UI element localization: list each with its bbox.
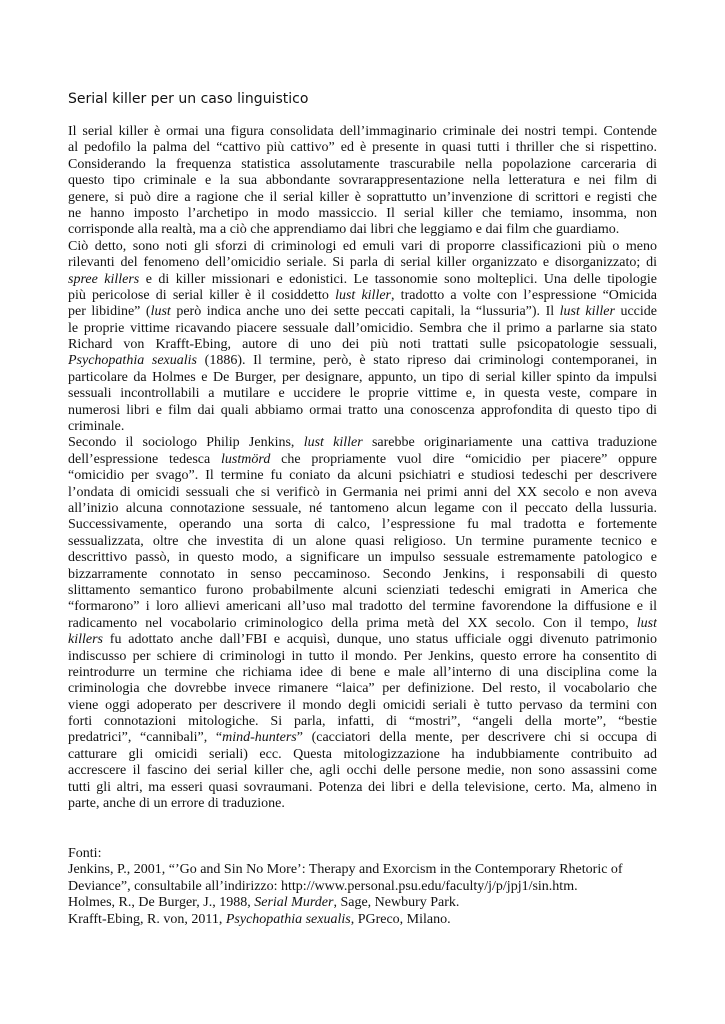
body-line: numerosi libri e film dai quali abbiamo ormai tratto una conoscenza approfondita di questo tipo di (68, 402, 657, 418)
body-line: più pericolose di serial killer è il cosiddetto lust killer, tradotto a volte con l’espressione “Omicida (68, 287, 657, 303)
body-line: Ciò detto, sono noti gli sforzi di criminologi ed emuli vari di proporre classificazioni più o meno (68, 238, 657, 254)
body-line: al pedofilo la palma del “cattivo più cattivo” ed è presente in quasi tutti i thriller che si rispettino. (68, 140, 657, 156)
body-line: Secondo il sociologo Philip Jenkins, lust killer sarebbe originariamente una cattiva traduzione (68, 435, 657, 451)
body-line: forti connotazioni mitologiche. Si parla, infatti, di “mostri”, “angeli della morte”, “bestie (68, 714, 657, 730)
body-line: dell’espressione tedesca lustmörd che propriamente vuol dire “omicidio per piacere” oppure (68, 451, 657, 467)
body-line: Richard von Krafft-Ebing, autore di uno dei più noti trattati sulle psicopatologie sessuali, (68, 337, 657, 353)
body-line: all’inizio alcuna connotazione sessuale, né tantomeno alcun legame con il peccato della lussuria. (68, 500, 657, 516)
body-line: killers fu adottato anche dall’FBI e acquisì, dunque, uno status ufficiale oggi divenuto patrimonio (68, 632, 657, 648)
body-line: criminologia che dovrebbe invece rimanere “laica” per definizione. Del resto, il vocabolario che (68, 681, 657, 697)
body-line: Considerando la frequenza statistica assolutamente trascurabile nella popolazione carceraria di (68, 156, 657, 172)
body-line: per libidine” (lust però indica anche uno dei sette peccati capitali, la “lussuria”). Il lust killer uccide (68, 304, 657, 320)
body-line: spree killers e di killer missionari e edonistici. Le tassonomie sono molteplici. Una delle tipologie (68, 271, 657, 287)
body-line: descrittivo passò, in questo modo, a significare un impulso sessuale estremamente patologico e (68, 550, 657, 566)
body-line: bizzarramente connotato in senso peccaminoso. Secondo Jenkins, i responsabili di questo (68, 566, 657, 582)
body-line: sessuali incontrollabili a mutilare e uccidere le proprie vittime e, in questa veste, compare in (68, 386, 657, 402)
body-line: Successivamente, operando una sorta di calco, l’espressione fu mal tradotta e fortemente (68, 517, 657, 533)
body-line: indiscusso per schiere di criminologi in tutto il mondo. Per Jenkins, questo errore ha consentito di (68, 648, 657, 664)
body-line: reintrodurre un termine che richiama idee di bene e male all’interno di una disciplina come la (68, 664, 657, 680)
body-line: parte, anche di un errore di traduzione. (68, 796, 285, 812)
body-line: l’ondata di omicidi sessuali che si verificò in Germania nei primi anni del XX secolo e non aveva (68, 484, 657, 500)
sources-heading: Fonti: (68, 846, 102, 861)
body-line: ne hanno imposto l’archetipo in modo massiccio. Il serial killer che temiamo, insomma, non (68, 205, 657, 221)
body-line: accrescere il fascino dei serial killer che, agli occhi delle persone medie, non sono assassini come (68, 763, 657, 779)
body-line: viene oggi adoperato per descrivere il mondo degli omicidi seriali è tutto pervaso da termini con (68, 697, 657, 713)
source-line: Jenkins, P., 2001, “’Go and Sin No More’: Therapy and Exorcism in the Contemporary Rhetoric of (68, 862, 623, 878)
body-line: le proprie vittime ricavando piacere sessuale dall’omicidio. Sembra che il primo a parlarne sia stato (68, 320, 657, 336)
body-line: catturare gli omicidi seriali) ecc. Questa mitologizzazione ha indubbiamente contribuito ad (68, 746, 657, 762)
body-line: questo tipo criminale e la sua abbondante sovrarappresentazione nella letteratura e nei film di (68, 173, 657, 189)
source-line: Deviance”, consultabile all’indirizzo: http://www.personal.psu.edu/faculty/j/p/jpj1/sin.htm. (68, 878, 578, 894)
body-line: predatrici”, “cannibali”, “mind-hunters” (cacciatori della mente, per descrivere chi si occupa di (68, 730, 657, 746)
body-line: Il serial killer è ormai una figura consolidata dell’immaginario criminale dei nostri tempi. Contende (68, 124, 657, 139)
body-line: criminale. (68, 419, 125, 435)
source-line: Krafft-Ebing, R. von, 2011, Psychopathia sexualis, PGreco, Milano. (68, 911, 451, 927)
article-body (68, 124, 657, 812)
body-line: tutti gli altri, ma esseri quasi sovraumani. Potenza dei libri e della televisione, certo. Ma, almeno in (68, 779, 657, 795)
body-line: “omicidio per svago”. Il termine fu coniato da alcuni psichiatri e studiosi tedeschi per descrivere (68, 468, 657, 484)
body-line: Psychopathia sexualis (1886). Il termine, però, è stato ripreso dai criminologi contemporanei, in (68, 353, 657, 369)
body-line: particolare da Holmes e De Burger, per designare, appunto, un tipo di serial killer spinto da impulsi (68, 369, 657, 385)
body-line: sessualizzata, oltre che investita di un alone quasi religioso. Un termine puramente tecnico e (68, 533, 657, 549)
body-line: corrisponde alla realtà, ma a ciò che apprendiamo dai libri che leggiamo e dai film che guardiamo. (68, 222, 620, 238)
body-line: genere, si può dire a ragione che il serial killer è soprattutto un’invenzione di scrittori e registi che (68, 189, 657, 205)
body-line: slittamento semantico furono probabilmente alcuni scienziati tedeschi emigrati in America che (68, 582, 657, 598)
source-line: Holmes, R., De Burger, J., 1988, Serial Murder, Sage, Newbury Park. (68, 895, 460, 911)
document-title: Serial killer per un caso linguistico (68, 91, 309, 107)
sources-section (68, 846, 668, 928)
body-line: radicamento nel vocabolario criminologico della prima metà del XX secolo. Con il tempo, lust (68, 615, 657, 631)
body-line: rilevanti del fenomeno dell’omicidio seriale. Si parla di serial killer organizzato e disorganizzato; di (68, 255, 657, 271)
body-line: “formarono” i loro allievi americani all’uso mal tradotto del termine favorendone la diffusione e il (68, 599, 657, 615)
